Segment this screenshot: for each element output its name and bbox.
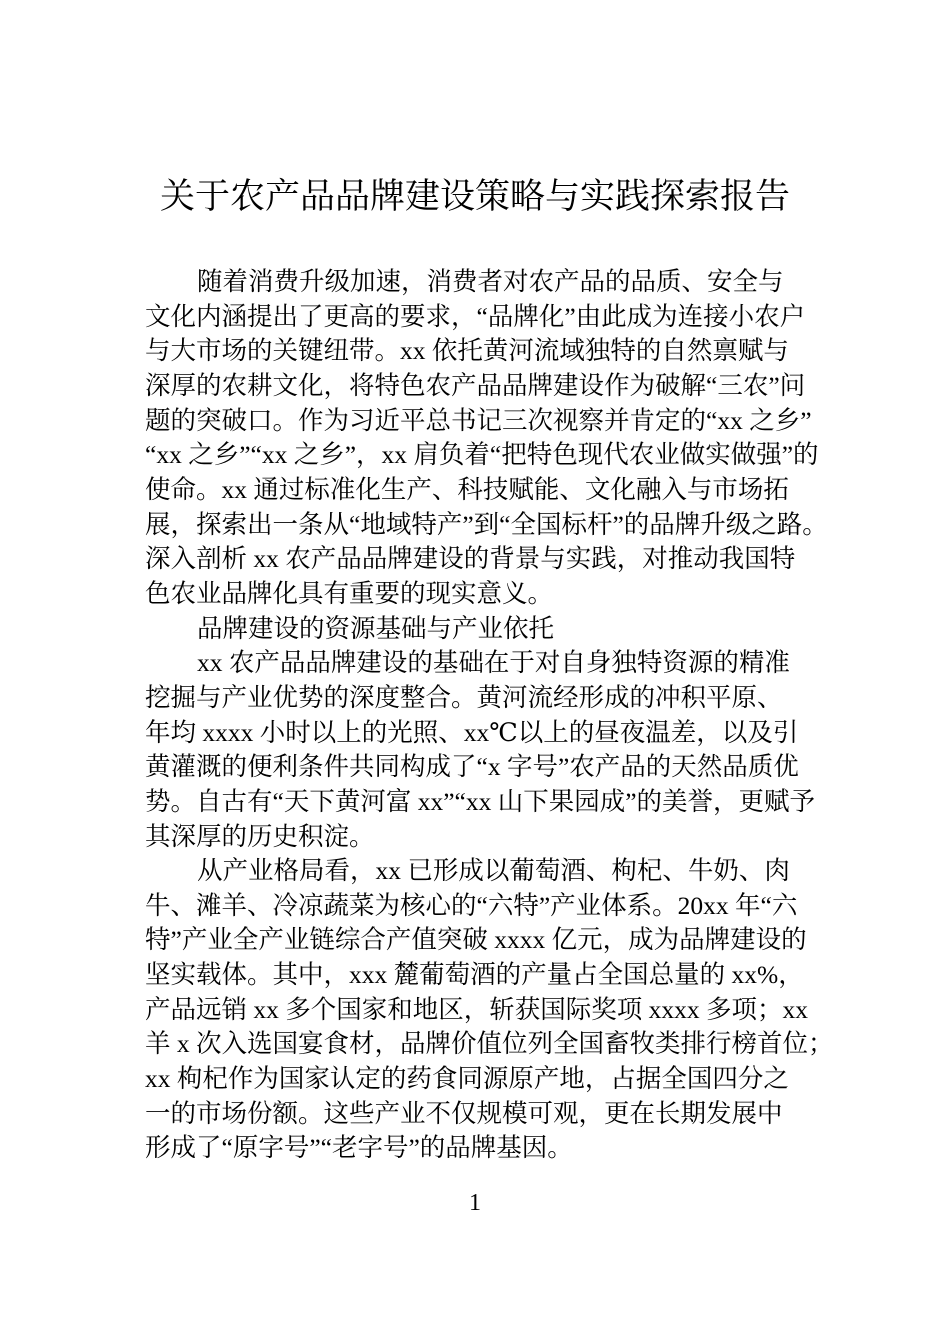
text-line: 黄灌溉的便利条件共同构成了“x 字号”农产品的天然品质优 (145, 752, 799, 782)
document-body (145, 265, 834, 1166)
paragraph (145, 265, 828, 612)
text-line: 深厚的农耕文化，将特色农产品品牌建设作为破解“三农”问 (145, 370, 806, 400)
document-title: 关于农产品品牌建设策略与实践探索报告 (159, 177, 790, 216)
text-line: 色农业品牌化具有重要的现实意义。 (145, 578, 554, 608)
text-line: “xx 之乡”“xx 之乡”，xx 肩负着“把特色现代农业做实做强”的 (145, 440, 819, 470)
text-line: 题的突破口。作为习近平总书记三次视察并肯定的“xx 之乡” (145, 405, 812, 435)
text-line: 品牌建设的资源基础与产业依托 (197, 613, 555, 643)
paragraph (145, 854, 834, 1166)
section-heading (145, 612, 825, 647)
text-line: 产品远销 xx 多个国家和地区，斩获国际奖项 xxxx 多项；xx (145, 994, 809, 1024)
text-line: 挖掘与产业优势的深度整合。黄河流经形成的冲积平原、 (145, 682, 783, 712)
text-line: 羊 x 次入选国宴食材，品牌价值位列全国畜牧类排行榜首位； (145, 1029, 834, 1059)
paragraph (145, 646, 825, 854)
text-line: 深入剖析 xx 农产品品牌建设的背景与实践，对推动我国特 (145, 544, 796, 574)
text-line: 与大市场的关键纽带。xx 依托黄河流域独特的自然禀赋与 (145, 336, 789, 366)
text-line: 坚实载体。其中，xxx 麓葡萄酒的产量占全国总量的 xx%， (145, 960, 804, 990)
text-line: 使命。xx 通过标准化生产、科技赋能、文化融入与市场拓 (145, 474, 789, 504)
text-line: 从产业格局看，xx 已形成以葡萄酒、枸杞、牛奶、肉 (197, 856, 790, 886)
text-line: 年均 xxxx 小时以上的光照、xx℃以上的昼夜温差，以及引 (145, 717, 799, 747)
text-line: xx 枸杞作为国家认定的药食同源原产地，占据全国四分之 (145, 1064, 789, 1094)
text-line: 一的市场份额。这些产业不仅规模可观，更在长期发展中 (145, 1098, 783, 1128)
text-line: 牛、滩羊、冷凉蔬菜为核心的“六特”产业体系。20xx 年“六 (145, 890, 798, 920)
text-line: 文化内涵提出了更高的要求，“品牌化”由此成为连接小农户 (145, 301, 806, 331)
text-line: 形成了“原字号”“老字号”的品牌基因。 (145, 1133, 573, 1163)
text-line: 展，探索出一条从“地域特产”到“全国标杆”的品牌升级之路。 (145, 509, 828, 539)
text-line: 其深厚的历史积淀。 (145, 821, 375, 851)
text-line: xx 农产品品牌建设的基础在于对自身独特资源的精准 (197, 648, 790, 678)
text-line: 特”产业全产业链综合产值突破 xxxx 亿元，成为品牌建设的 (145, 925, 807, 955)
text-line: 势。自古有“天下黄河富 xx”“xx 山下果园成”的美誉，更赋予 (145, 786, 816, 816)
page-number: 1 (469, 1190, 481, 1216)
text-line: 随着消费升级加速，消费者对农产品的品质、安全与 (197, 267, 784, 296)
